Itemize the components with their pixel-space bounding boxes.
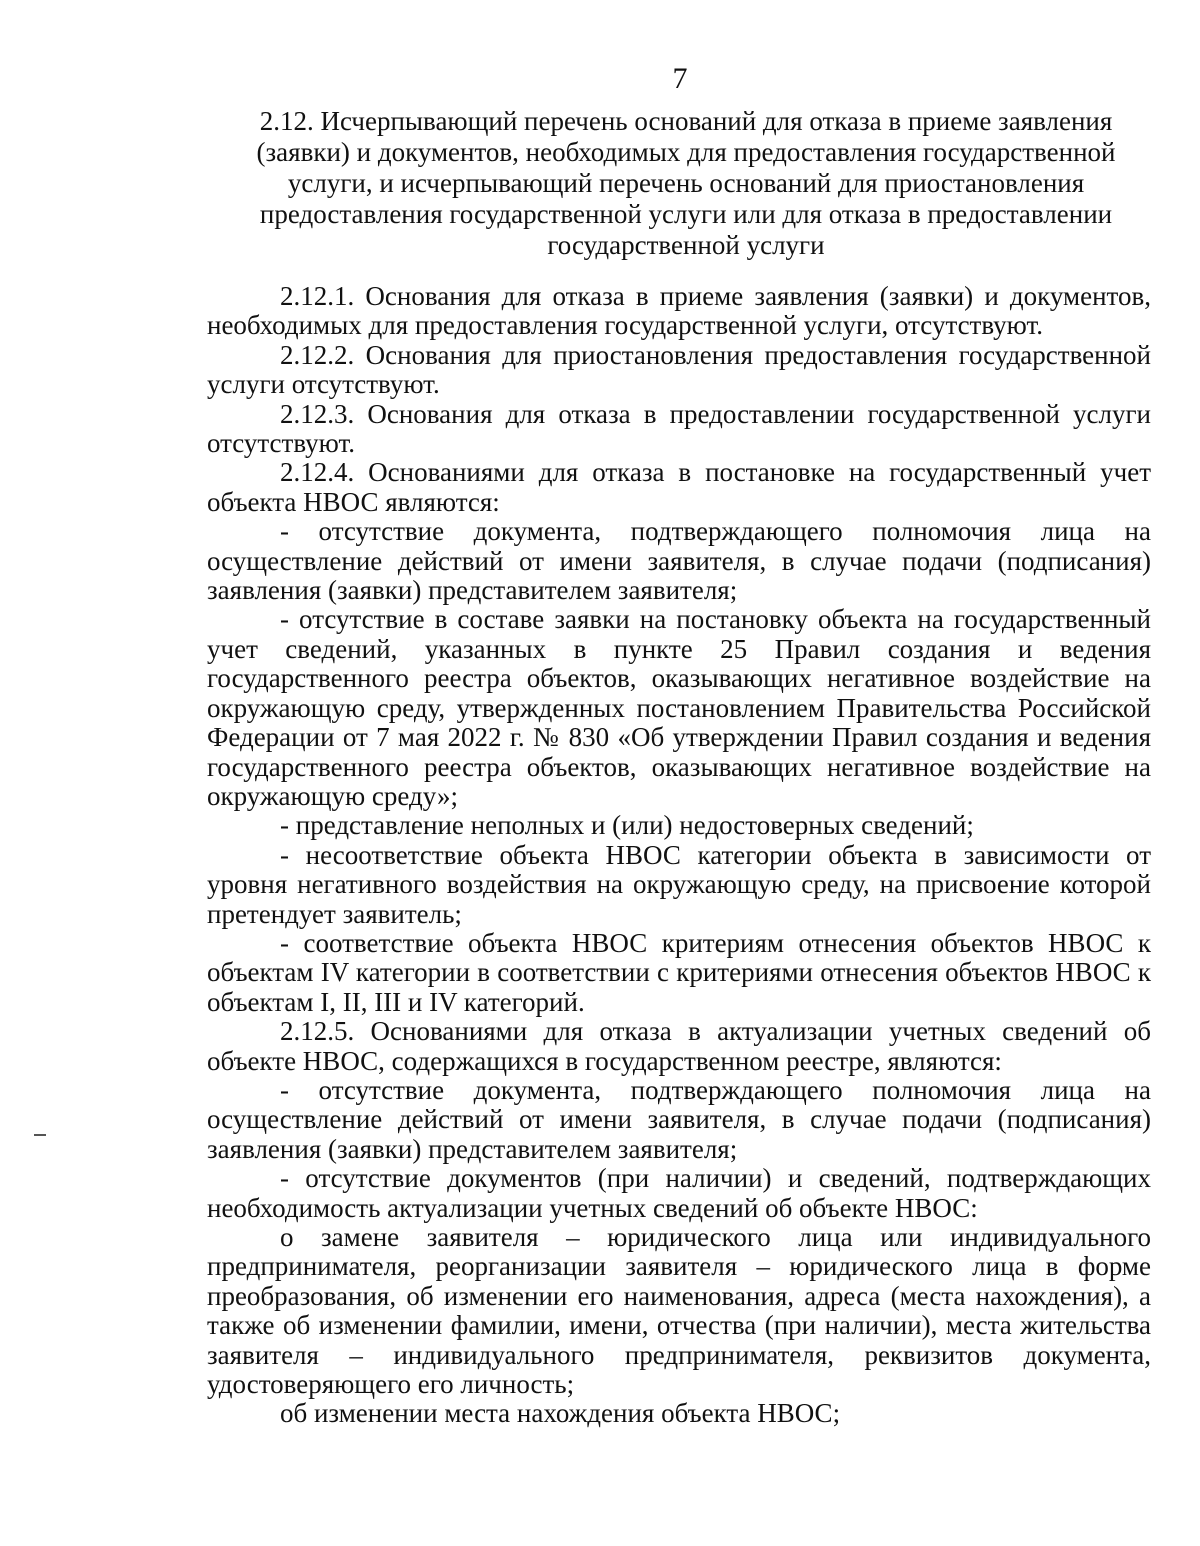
page-number: 7 — [672, 62, 688, 95]
list-item: - отсутствие документа, подтверждающего полномочия лица на осуществление действий от имени заявителя, в случае подачи (подписания) заявления (заявки) представителем заявителя; — [207, 516, 1151, 606]
list-item: - отсутствие документа, подтверждающего полномочия лица на осуществление действий от имени заявителя, в случае подачи (подписания) заявления (заявки) представителем заявителя; — [207, 1074, 1151, 1164]
paragraph-2-12-1: 2.12.1. Основания для отказа в приеме заявления (заявки) и документов, необходимых для предоставления государственной услуги, отсутствуют. — [207, 281, 1151, 341]
sub-item: об изменении места нахождения объекта НВОС; — [280, 1398, 841, 1429]
section-heading — [206, 106, 1166, 261]
list-item: - несоответствие объекта НВОС категории объекта в зависимости от уровня негативного воздействия на окружающую среду, на присвоение которой претендует заявитель; — [207, 839, 1151, 929]
paragraph-2-12-5: 2.12.5. Основаниями для отказа в актуализации учетных сведений об объекте НВОС, содержащихся в государственном реестре, являются: — [207, 1016, 1151, 1076]
list-item: - отсутствие документов (при наличии) и сведений, подтверждающих необходимость актуализации учетных сведений об объекте НВОС: — [207, 1163, 1151, 1223]
heading-line: услуги, и исчерпывающий перечень оснований для приостановления — [287, 168, 1085, 198]
heading-line: государственной услуги — [547, 230, 825, 260]
list-item: - отсутствие в составе заявки на постановку объекта на государственный учет сведений, указанных в пункте 25 Правил создания и ведения государственного реестра объектов, оказывающих негативное воздействие на окружающую среду, утвержденных постановлением Правительства Российской Федерации от 7 мая 2022 г. № 830 «Об утверждении Правил создания и ведения государственного реестра объектов, оказывающих негативное воздействие на окружающую среду»; — [207, 604, 1151, 811]
list-item: - соответствие объекта НВОС критериям отнесения объектов НВОС к объектам IV категории в соответствии с критериями отнесения объектов НВОС к объектам I, II, III и IV категорий. — [207, 927, 1151, 1017]
list-item: - представление неполных и (или) недостоверных сведений; — [280, 810, 974, 841]
paragraph-2-12-3: 2.12.3. Основания для отказа в предоставлении государственной услуги отсутствуют. — [207, 398, 1151, 459]
heading-line: 2.12. Исчерпывающий перечень оснований для отказа в приеме заявления — [259, 106, 1113, 136]
scan-mark — [34, 1134, 46, 1136]
sub-item: о замене заявителя – юридического лица или индивидуального предпринимателя, реорганизации заявителя – юридического лица в форме преобразования, об изменении его наименования, адреса (места нахождения), а также об изменении фамилии, имени, отчества (при наличии), места жительства заявителя – индивидуального предпринимателя, реквизитов документа, удостоверяющего его личность; — [207, 1222, 1151, 1400]
paragraph-2-12-4: 2.12.4. Основаниями для отказа в постановке на государственный учет объекта НВОС являются: — [207, 457, 1151, 517]
paragraph-2-12-2: 2.12.2. Основания для приостановления предоставления государственной услуги отсутствуют. — [207, 339, 1151, 400]
document-body — [207, 282, 1151, 1429]
heading-line: предоставления государственной услуги или для отказа в предоставлении — [259, 199, 1113, 229]
heading-line: (заявки) и документов, необходимых для предоставления государственной — [256, 137, 1116, 167]
